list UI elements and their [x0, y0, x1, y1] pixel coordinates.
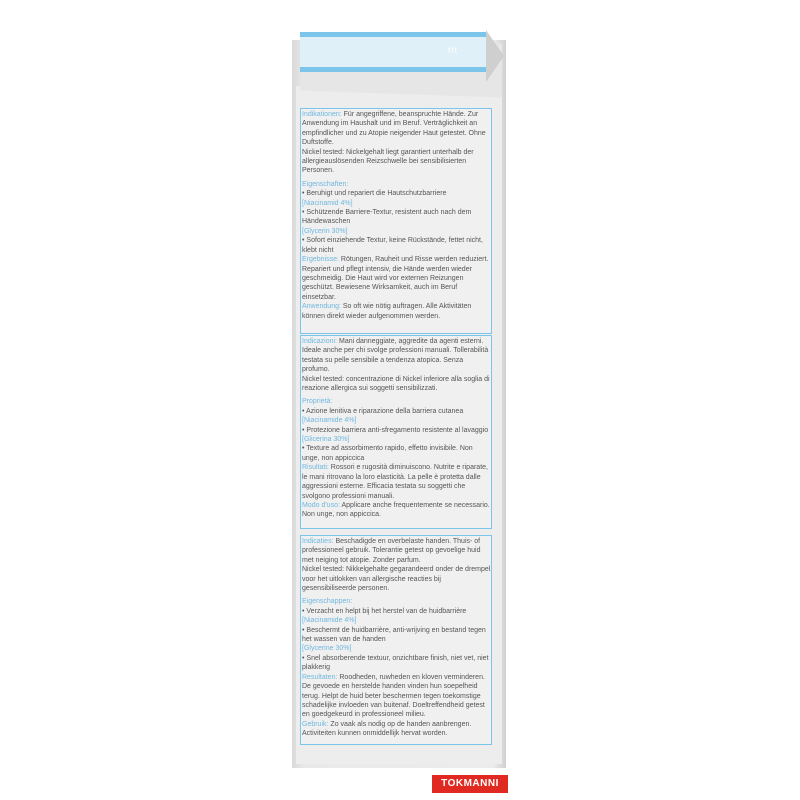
- bullet-3-nl: • Snel absorberende textuur, onzichtbare finish, niet vet, niet plakkerig: [302, 654, 489, 672]
- label-anwendung: Anwendung:: [302, 303, 341, 311]
- tag-niacinamide-it: [Niacinamide 4%]: [302, 417, 357, 425]
- bullet-3-de: • Sofort einziehende Textur, keine Rückstände, fettet nicht, klebt nicht: [302, 237, 483, 254]
- text-nickel-de: Nickel tested: Nickelgehalt liegt garantiert unterhalb der allergieauslösenden Reizschwelle bei sensibilisierten Personen.: [302, 148, 474, 175]
- text-nickel-nl: Nickel tested: Nikkelgehalte gegarandeerd onder de drempel voor het uitlokken van allergische reacties bij gesensibiliseerde personen.: [302, 566, 491, 593]
- tokmanni-logo: TOKMANNI: [432, 775, 508, 793]
- text-indikationen: Für angegriffene, beanspruchte Hände. Zur Anwendung im Haushalt und im Beruf. Verträglichkeit an empfindlicher und zu Atopie neigender Haut getestet. Ohne Duftstoffe.: [302, 111, 486, 147]
- label-proprieta: Proprietà:: [302, 398, 333, 406]
- label-modo-uso: Modo d'uso:: [302, 501, 340, 509]
- text-gebruik: Zo vaak als nodig op de handen aanbrengen. Activiteiten kunnen onmiddellijk hervat worden.: [302, 720, 472, 738]
- flap-text: fit: [447, 45, 458, 55]
- bullet-2-it: • Protezione barriera anti-sfregamento resistente al lavaggio: [302, 426, 489, 434]
- text-risultati: Rossori e rugosità diminuiscono. Nutrite e riparate, le mani ritrovano la loro elasticità. La pelle è protetta dalle aggressioni esterne. Efficacia testata su soggetti che svolgono professioni manuali.: [302, 464, 488, 500]
- tag-niacinamide-nl: [Niacinamide 4%]: [302, 617, 357, 625]
- bullet-1-it: • Azione lenitiva e riparazione della barriera cutanea: [302, 407, 464, 415]
- text-nickel-it: Nickel tested: concentrazione di Nickel inferiore alla soglia di reazione allergica sui soggetti sensibilizzati.: [302, 375, 490, 393]
- tag-glicerina-it: [Glicerina 30%]: [302, 436, 350, 444]
- label-indicazioni: Indicazioni:: [302, 338, 338, 345]
- bullet-3-it: • Texture ad assorbimento rapido, effetto invisibile. Non unge, non appiccica: [302, 445, 473, 462]
- label-indicaties: Indicaties:: [302, 538, 334, 545]
- label-resultaten: Resultaten:: [302, 673, 338, 681]
- label-ergebnisse: Ergebnisse:: [302, 256, 339, 264]
- tag-niacinamid-de: [Niacinamid 4%]: [302, 199, 353, 207]
- box-top-stripe: [300, 32, 486, 72]
- flap-tip: [486, 30, 504, 82]
- text-block-nl: [302, 537, 492, 739]
- text-resultaten: Roodheden, ruwheden en kloven verminderen. De gevoede en herstelde handen vinden hun soepelheid terug. Helpt de huid beter beschermen tegen toekomstige schadelijke invloeden van buitenaf. Doeltreffendheid getest en goedgekeurd in professioneel milieu.: [302, 673, 485, 719]
- text-indicazioni: Mani danneggiate, aggredite da agenti esterni. Ideale anche per chi svolge professioni manuali. Tollerabilità testata su pelle sensibile a tendenza atopica. Senza profumo.: [302, 338, 489, 374]
- text-modo-uso: Applicare anche frequentemente se necessario. Non unge, non appiccica.: [302, 501, 490, 519]
- text-anwendung: So oft wie nötig auftragen. Alle Aktivitäten können direkt wieder aufgenommen werden.: [302, 303, 472, 320]
- label-eigenschappen: Eigenschappen:: [302, 598, 353, 606]
- bullet-2-nl: • Beschermt de huidbarrière, anti-wrijving en bestand tegen het wassen van de handen: [302, 626, 486, 644]
- tag-glycerine-nl: [Glycerine 30%]: [302, 645, 352, 653]
- label-risultati: Risultati:: [302, 464, 329, 472]
- label-eigenschaften: Eigenschaften:: [302, 180, 349, 188]
- text-indicaties: Beschadigde en overbelaste handen. Thuis- of professioneel gebruik. Tolerantie getest op gevoelige huid met neiging tot atopie. Zonder parfum.: [302, 538, 481, 564]
- text-block-it: [302, 337, 492, 520]
- label-gebruik: Gebruik:: [302, 720, 329, 728]
- text-block-de: [302, 110, 492, 321]
- bullet-2-de: • Schützende Barriere-Textur, resistent auch nach dem Händewaschen: [302, 209, 472, 226]
- tag-glycerin-de: [Glycerin 30%]: [302, 227, 348, 235]
- text-ergebnisse: Rötungen, Rauheit und Risse werden reduziert. Repariert und pflegt intensiv, die Hände werden wieder geschmeidig. Die Haut wird vor externen Reizungen geschützt. Bewiesene Wirksamkeit, auch im Beruf einsetzbar.: [302, 256, 489, 301]
- bullet-1-de: • Beruhigt und repariert die Hautschutzbarriere: [302, 190, 447, 198]
- label-indikationen: Indikationen:: [302, 111, 342, 118]
- bullet-1-nl: • Verzacht en helpt bij het herstel van de huidbarrière: [302, 607, 467, 615]
